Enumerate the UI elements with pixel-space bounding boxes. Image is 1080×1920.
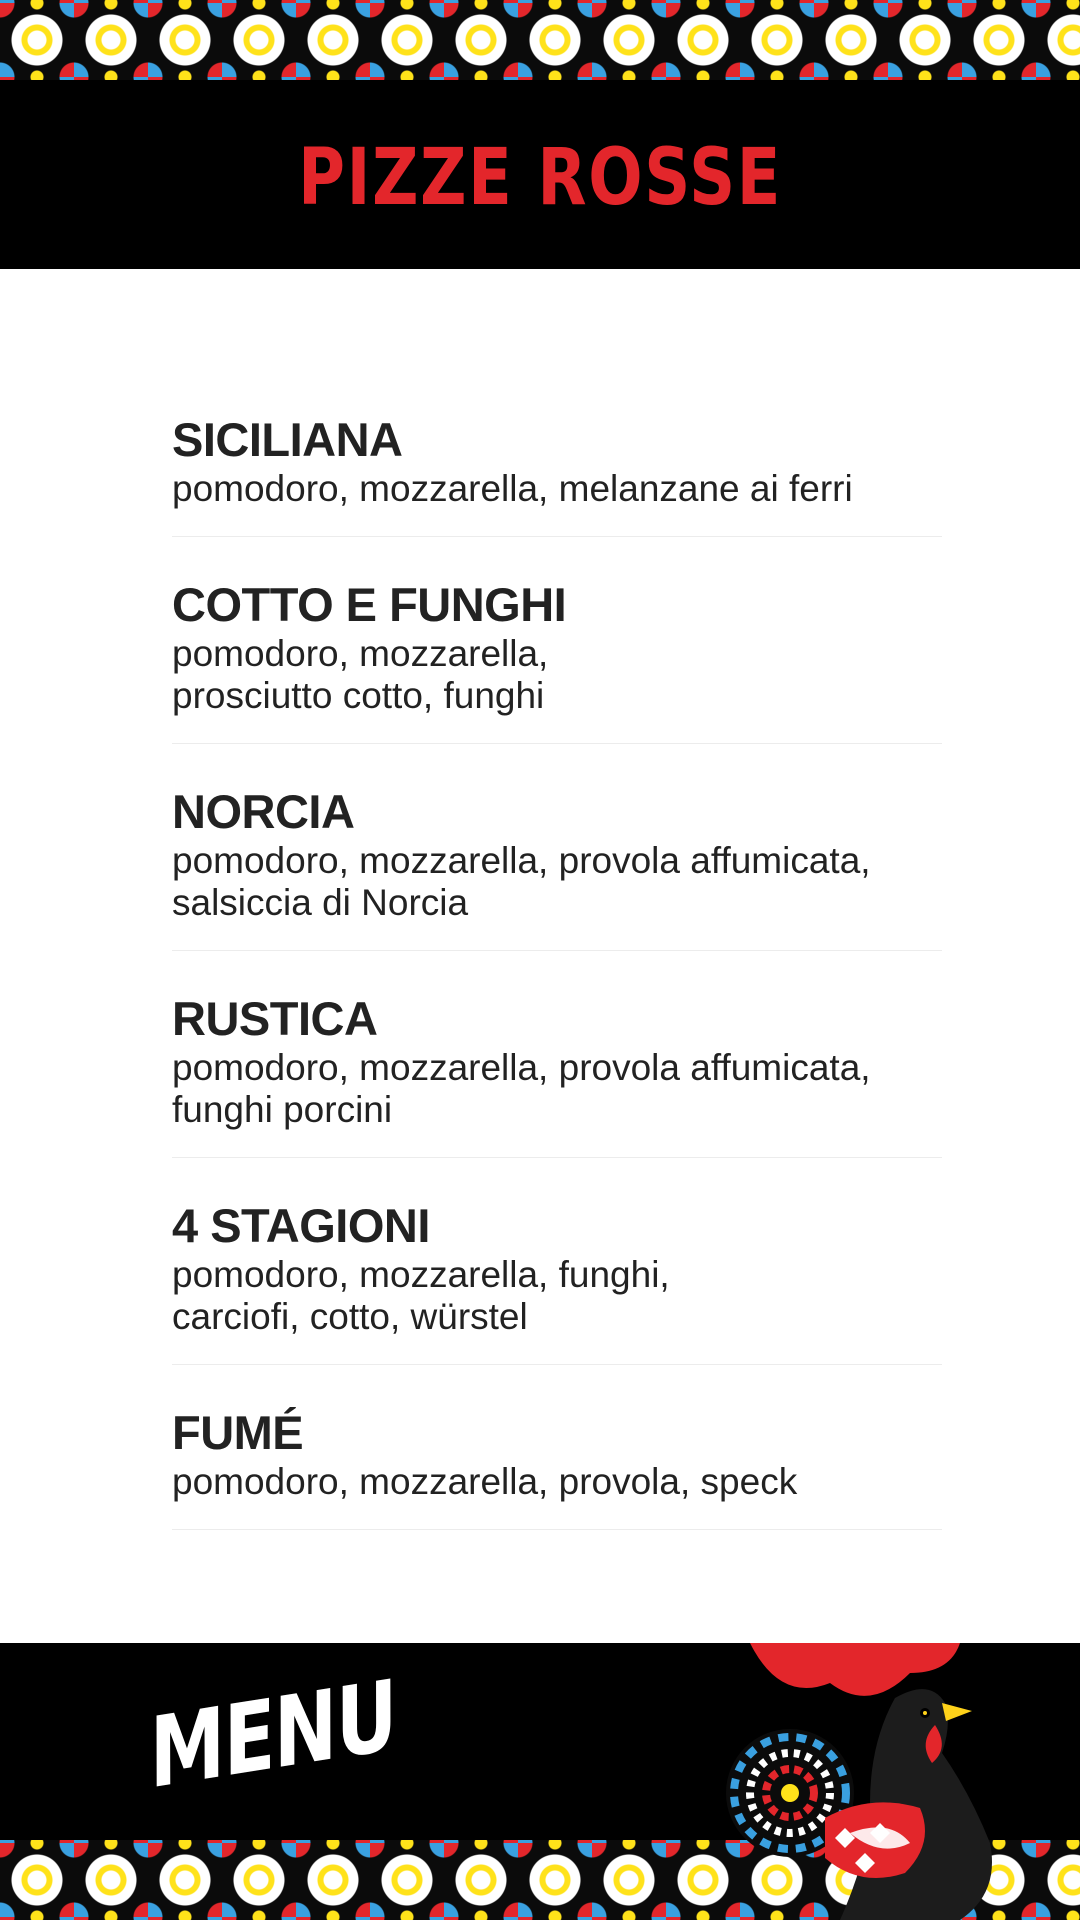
- menu-item-name: 4 STAGIONI: [172, 1199, 430, 1252]
- footer-logo-text: MENU: [141, 1659, 405, 1810]
- menu-item-name: COTTO E FUNGHI: [172, 578, 567, 631]
- menu-item-name: RUSTICA: [172, 992, 378, 1045]
- menu-item-description: pomodoro, mozzarella, provola affumicata, funghi porcini: [172, 1047, 871, 1130]
- menu-item: [172, 991, 942, 1158]
- menu-item-description: pomodoro, mozzarella, melanzane ai ferri: [172, 468, 853, 509]
- menu-item-name: SICILIANA: [172, 413, 403, 466]
- rooster-icon: [720, 1643, 1000, 1920]
- page-title: PIZZE ROSSE: [297, 132, 783, 223]
- menu-item-description: pomodoro, mozzarella, prosciutto cotto, funghi: [172, 633, 549, 716]
- menu-item-name: FUMÉ: [172, 1406, 304, 1459]
- menu-item: [172, 577, 942, 744]
- menu-item-description: pomodoro, mozzarella, provola affumicata, salsiccia di Norcia: [172, 840, 871, 923]
- header-bar: [0, 80, 1080, 269]
- menu-item-name: NORCIA: [172, 785, 355, 838]
- menu-item: [172, 784, 942, 951]
- menu-item-description: pomodoro, mozzarella, provola, speck: [172, 1461, 798, 1502]
- menu-item: [172, 412, 942, 537]
- menu-item-description: pomodoro, mozzarella, funghi, carciofi, cotto, würstel: [172, 1254, 670, 1337]
- menu-list: [172, 412, 942, 1570]
- top-tile-pattern: [0, 0, 1080, 80]
- menu-item: [172, 1198, 942, 1365]
- menu-item: [172, 1405, 942, 1530]
